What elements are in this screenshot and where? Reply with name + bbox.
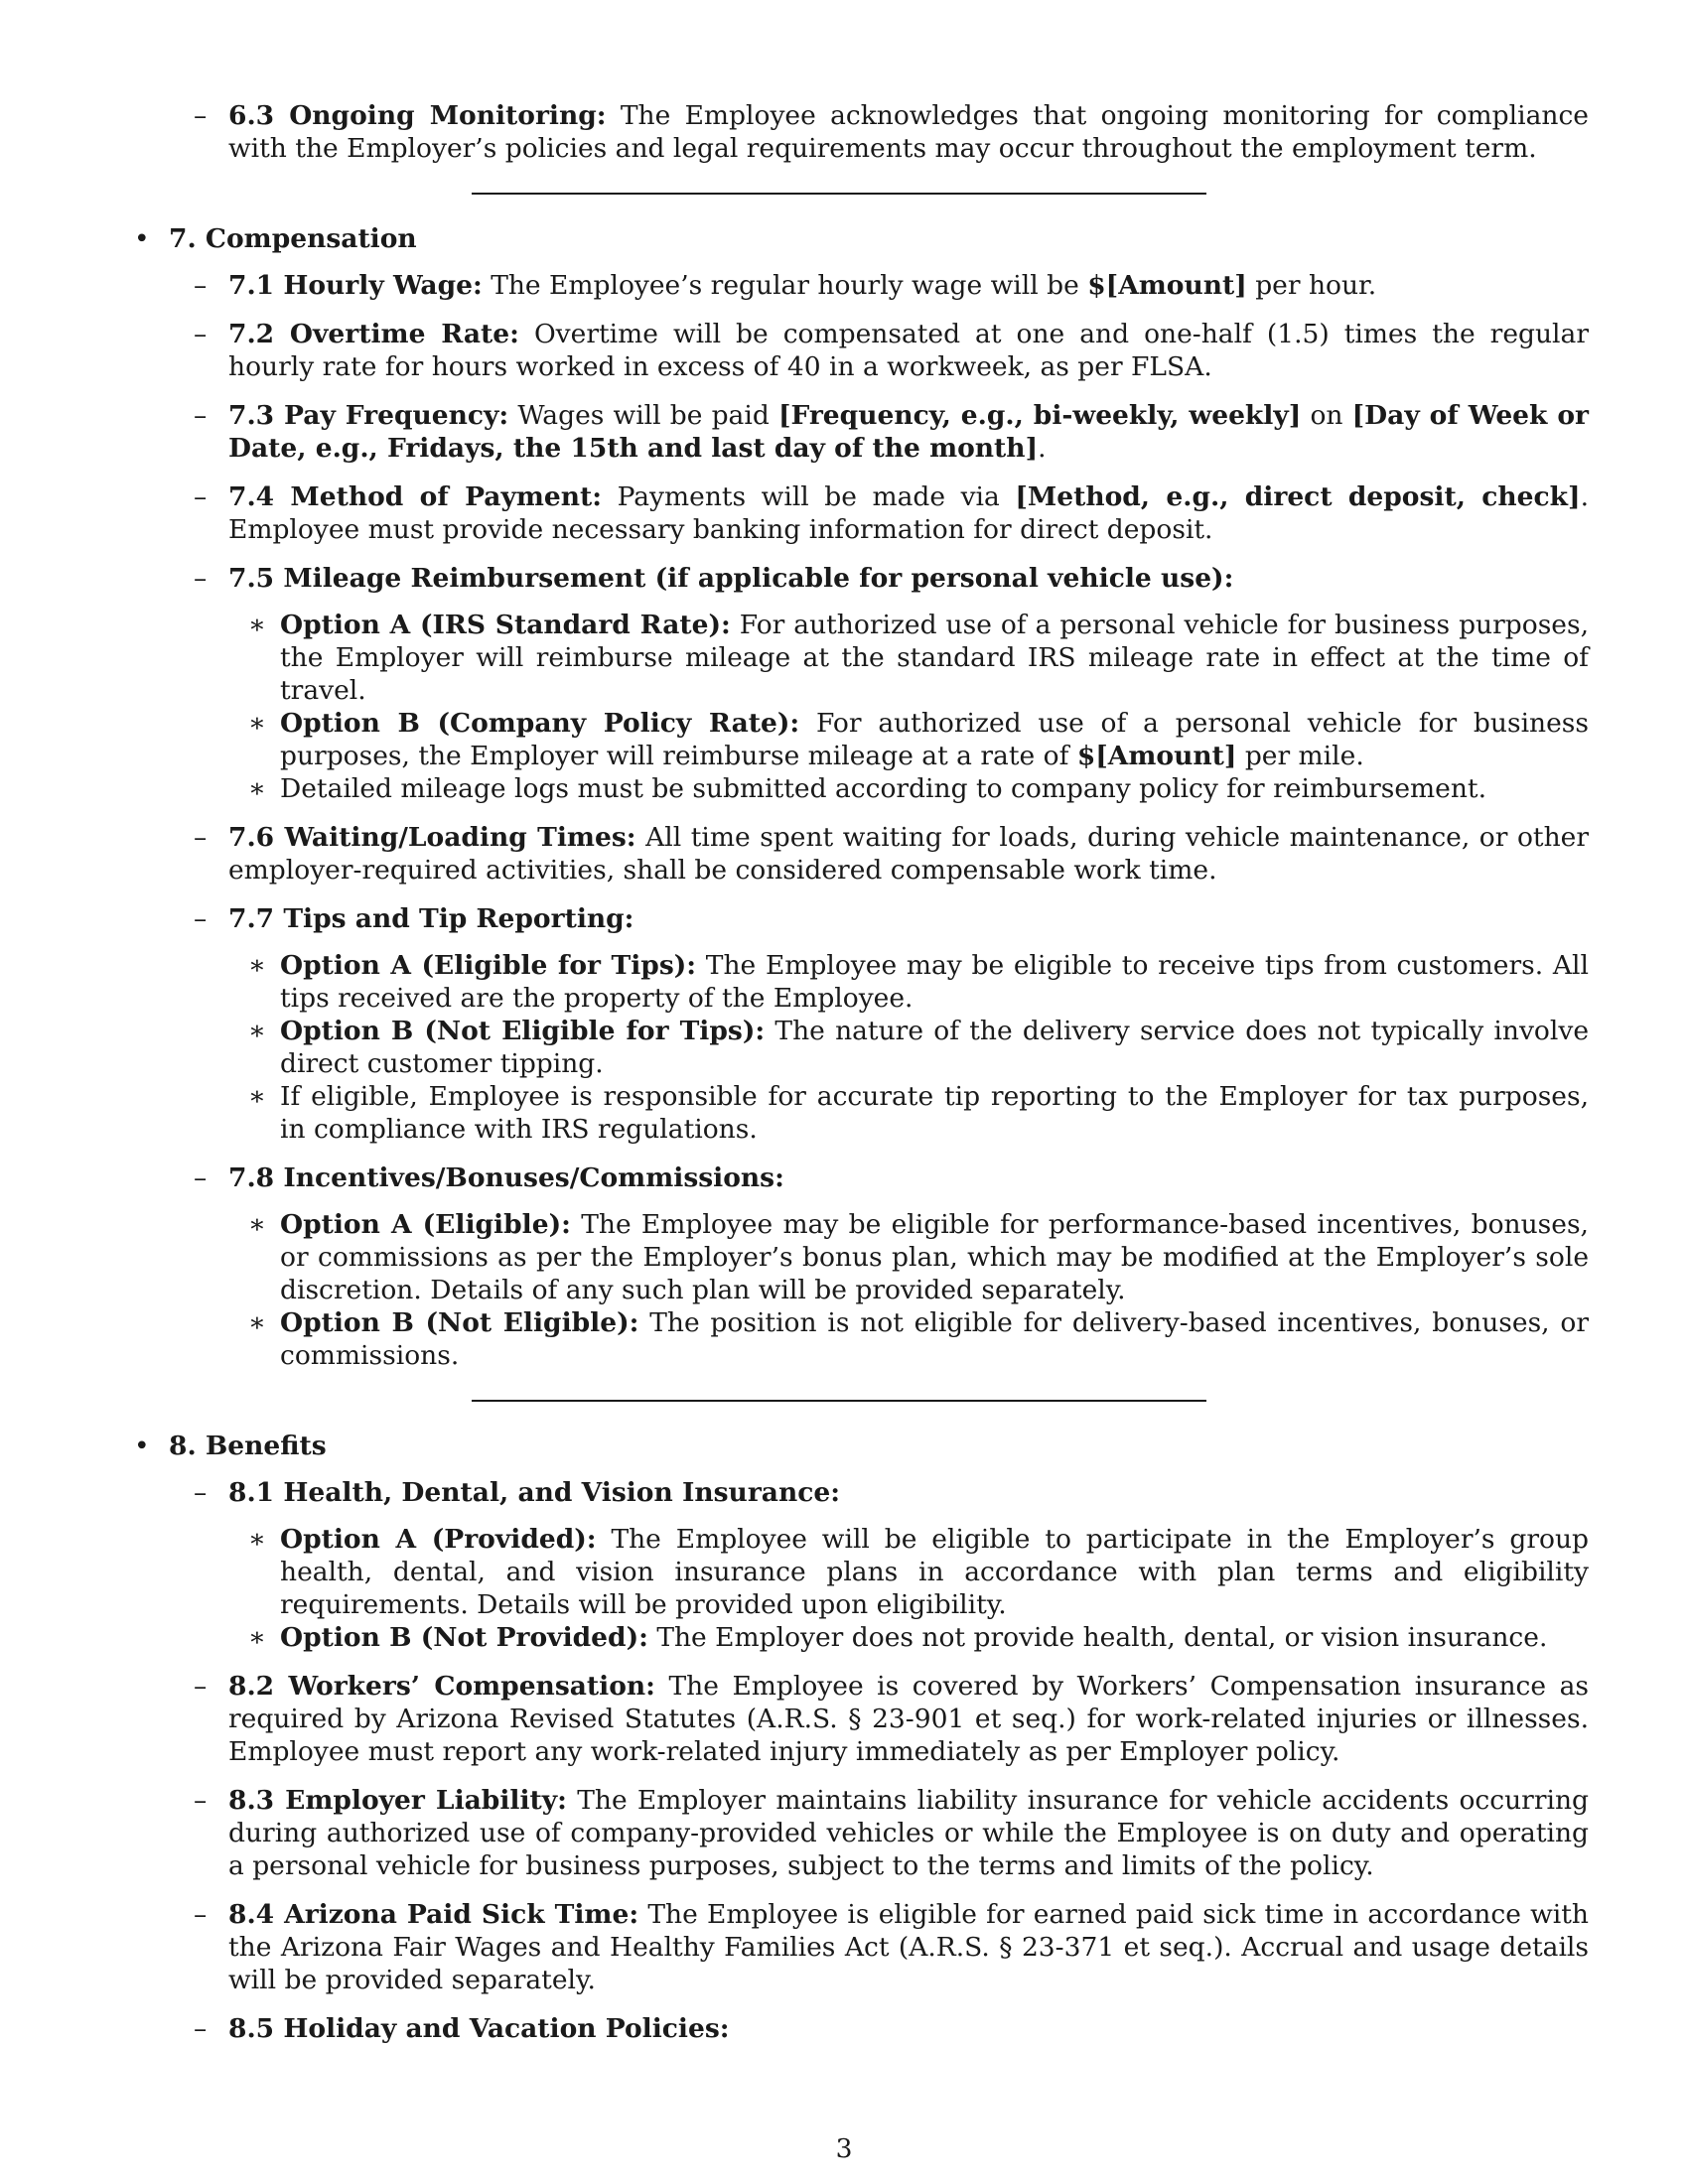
clause-text: The Employee is eligible for earned paid sick time in accordance with the Arizona Fair Wages and Healthy Families Act (A.R.S. § 23-371 et seq.). Accrual and usage details will be provided separately. bbox=[228, 1899, 1589, 1995]
document-page bbox=[134, 99, 1589, 2061]
clause-7-8-options bbox=[134, 1208, 1589, 1372]
dash-marker: – bbox=[194, 100, 208, 131]
clause-label: 7.7 Tips and Tip Reporting: bbox=[228, 903, 634, 934]
clause-text: Payments will be made via bbox=[602, 481, 1016, 512]
option-text: If eligible, Employee is responsible for accurate tip reporting to the Employer for tax purposes, in compliance with IRS regulations. bbox=[280, 1081, 1589, 1145]
clause-7-5-options bbox=[134, 609, 1589, 805]
clause-text: The Employee acknowledges that ongoing monitoring for compliance with the Employer’s policies and legal requirements may occur throughout the employment term. bbox=[228, 100, 1589, 164]
dash-marker: – bbox=[194, 270, 208, 301]
dash-marker: – bbox=[194, 1671, 208, 1702]
clause-label: 7.3 Pay Frequency: bbox=[228, 400, 509, 431]
clause-text: . Employee must provide necessary banking information for direct deposit. bbox=[228, 481, 1589, 545]
clause-text: on bbox=[1301, 400, 1352, 431]
clause-8-1 bbox=[134, 1476, 1589, 1509]
option-label: Option A (Eligible): bbox=[280, 1209, 571, 1240]
option-item bbox=[134, 1080, 1589, 1146]
option-item bbox=[134, 1015, 1589, 1080]
dash-marker: – bbox=[194, 481, 208, 512]
clause-label: 8.3 Employer Liability: bbox=[228, 1785, 567, 1816]
asterisk-marker: ∗ bbox=[248, 950, 267, 981]
option-item bbox=[134, 1621, 1589, 1654]
dash-marker: – bbox=[194, 822, 208, 853]
option-text: The position is not eligible for delivery-based incentives, bonuses, or commissions. bbox=[280, 1307, 1589, 1371]
section-title: 7. Compensation bbox=[169, 223, 417, 254]
day-placeholder: [Day of Week or Date, e.g., Fridays, the 15th and last day of the month] bbox=[228, 400, 1589, 464]
asterisk-marker: ∗ bbox=[248, 1209, 267, 1240]
option-text: per mile. bbox=[1236, 741, 1364, 771]
clause-label: 7.4 Method of Payment: bbox=[228, 481, 603, 512]
clause-7-7-options bbox=[134, 949, 1589, 1146]
option-item bbox=[134, 1306, 1589, 1372]
section-divider bbox=[472, 1400, 1206, 1402]
dash-marker: – bbox=[194, 1899, 208, 1930]
section-title: 8. Benefits bbox=[169, 1431, 327, 1461]
asterisk-marker: ∗ bbox=[248, 773, 267, 804]
page-number: 3 bbox=[835, 2133, 853, 2164]
option-label: Option B (Not Eligible): bbox=[280, 1307, 639, 1338]
dash-marker: – bbox=[194, 1162, 208, 1193]
dash-marker: – bbox=[194, 1477, 208, 1508]
clause-label: 8.4 Arizona Paid Sick Time: bbox=[228, 1899, 639, 1930]
asterisk-marker: ∗ bbox=[248, 1081, 267, 1112]
option-text: The Employer does not provide health, dental, or vision insurance. bbox=[647, 1622, 1548, 1653]
clause-text: The Employee is covered by Workers’ Compensation insurance as required by Arizona Revised Statutes (A.R.S. § 23-901 et seq.) for work-related injuries or illnesses. Employee must report any work-related injury immediately as per Employer policy. bbox=[228, 1671, 1589, 1767]
method-placeholder: [Method, e.g., direct deposit, check] bbox=[1015, 481, 1581, 512]
clause-8-4 bbox=[134, 1898, 1589, 1996]
clause-8-5 bbox=[134, 2012, 1589, 2045]
dash-marker: – bbox=[194, 319, 208, 349]
option-label: Option B (Not Provided): bbox=[280, 1622, 648, 1653]
frequency-placeholder: [Frequency, e.g., bi-weekly, weekly] bbox=[777, 400, 1302, 431]
asterisk-marker: ∗ bbox=[248, 1307, 267, 1338]
option-item bbox=[134, 707, 1589, 772]
option-item bbox=[134, 1208, 1589, 1306]
option-label: Option B (Company Policy Rate): bbox=[280, 708, 800, 739]
option-text: For authorized use of a personal vehicle for business purposes, the Employer will reimburse mileage at the standard IRS mileage rate in effect at the time of travel. bbox=[280, 610, 1589, 706]
option-item bbox=[134, 1523, 1589, 1621]
bullet-marker: • bbox=[134, 223, 150, 254]
clause-label: 7.5 Mileage Reimbursement (if applicable for personal vehicle use): bbox=[228, 563, 1234, 594]
clause-7-1 bbox=[134, 269, 1589, 302]
asterisk-marker: ∗ bbox=[248, 1622, 267, 1653]
option-label: Option A (Eligible for Tips): bbox=[280, 950, 697, 981]
clause-7-5 bbox=[134, 562, 1589, 595]
clause-text: Overtime will be compensated at one and one-half (1.5) times the regular hourly rate for hours worked in excess of 40 in a workweek, as per FLSA. bbox=[228, 319, 1589, 382]
clause-text: The Employer maintains liability insurance for vehicle accidents occurring during authorized use of company-provided vehicles or while the Employee is on duty and operating a personal vehicle for business purposes, subject to the terms and limits of the policy. bbox=[228, 1785, 1589, 1881]
clause-label: 7.6 Waiting/Loading Times: bbox=[228, 822, 636, 853]
clause-text: per hour. bbox=[1246, 270, 1377, 301]
clause-7-6 bbox=[134, 821, 1589, 887]
clause-7-3 bbox=[134, 399, 1589, 465]
option-item bbox=[134, 609, 1589, 707]
dash-marker: – bbox=[194, 2013, 208, 2044]
clause-label: 6.3 Ongoing Monitoring: bbox=[228, 100, 607, 131]
amount-placeholder: $[Amount] bbox=[1087, 270, 1247, 301]
asterisk-marker: ∗ bbox=[248, 1016, 267, 1046]
option-label: Option A (Provided): bbox=[280, 1524, 597, 1555]
clause-text: . bbox=[1038, 433, 1047, 464]
clause-text: All time spent waiting for loads, during vehicle maintenance, or other employer-required activities, shall be considered compensable work time. bbox=[228, 822, 1589, 886]
clause-8-3 bbox=[134, 1784, 1589, 1882]
option-label: Option A (IRS Standard Rate): bbox=[280, 610, 731, 640]
clause-label: 7.1 Hourly Wage: bbox=[228, 270, 483, 301]
option-text: The Employee will be eligible to participate in the Employer’s group health, dental, and vision insurance plans in accordance with plan terms and eligibility requirements. Details will be provided upon eligibility. bbox=[280, 1524, 1590, 1620]
clause-7-7 bbox=[134, 902, 1589, 935]
option-text: The Employee may be eligible for performance-based incentives, bonuses, or commissions as per the Employer’s bonus plan, which may be modified at the Employer’s sole discretion. Details of any such plan will be provided separately. bbox=[280, 1209, 1589, 1305]
clause-7-2 bbox=[134, 318, 1589, 383]
clause-text: Wages will be paid bbox=[508, 400, 778, 431]
dash-marker: – bbox=[194, 1785, 208, 1816]
asterisk-marker: ∗ bbox=[248, 610, 267, 640]
clause-text: The Employee’s regular hourly wage will be bbox=[482, 270, 1088, 301]
option-text: The nature of the delivery service does not typically involve direct customer tipping. bbox=[280, 1016, 1590, 1079]
amount-placeholder: $[Amount] bbox=[1076, 741, 1237, 771]
clause-7-8 bbox=[134, 1161, 1589, 1194]
clause-label: 8.2 Workers’ Compensation: bbox=[228, 1671, 655, 1702]
clause-8-2 bbox=[134, 1670, 1589, 1768]
bullet-marker: • bbox=[134, 1431, 150, 1461]
clause-8-1-options bbox=[134, 1523, 1589, 1654]
clause-label: 8.5 Holiday and Vacation Policies: bbox=[228, 2013, 730, 2044]
option-item bbox=[134, 949, 1589, 1015]
option-item bbox=[134, 772, 1589, 805]
clause-label: 7.8 Incentives/Bonuses/Commissions: bbox=[228, 1162, 784, 1193]
option-text: For authorized use of a personal vehicle for business purposes, the Employer will reimburse mileage at a rate of bbox=[280, 708, 1589, 771]
option-text: The Employee may be eligible to receive tips from customers. All tips received are the property of the Employee. bbox=[280, 950, 1589, 1014]
asterisk-marker: ∗ bbox=[248, 1524, 267, 1555]
asterisk-marker: ∗ bbox=[248, 708, 267, 739]
clause-6-3 bbox=[134, 99, 1589, 165]
section-divider bbox=[472, 193, 1206, 195]
clause-label: 7.2 Overtime Rate: bbox=[228, 319, 519, 349]
dash-marker: – bbox=[194, 903, 208, 934]
section-8-heading bbox=[134, 1430, 1589, 1462]
clause-7-4 bbox=[134, 480, 1589, 546]
dash-marker: – bbox=[194, 563, 208, 594]
option-label: Option B (Not Eligible for Tips): bbox=[280, 1016, 766, 1046]
option-text: Detailed mileage logs must be submitted according to company policy for reimbursement. bbox=[280, 773, 1487, 804]
dash-marker: – bbox=[194, 400, 208, 431]
clause-label: 8.1 Health, Dental, and Vision Insurance: bbox=[228, 1477, 840, 1508]
section-7-heading bbox=[134, 222, 1589, 255]
